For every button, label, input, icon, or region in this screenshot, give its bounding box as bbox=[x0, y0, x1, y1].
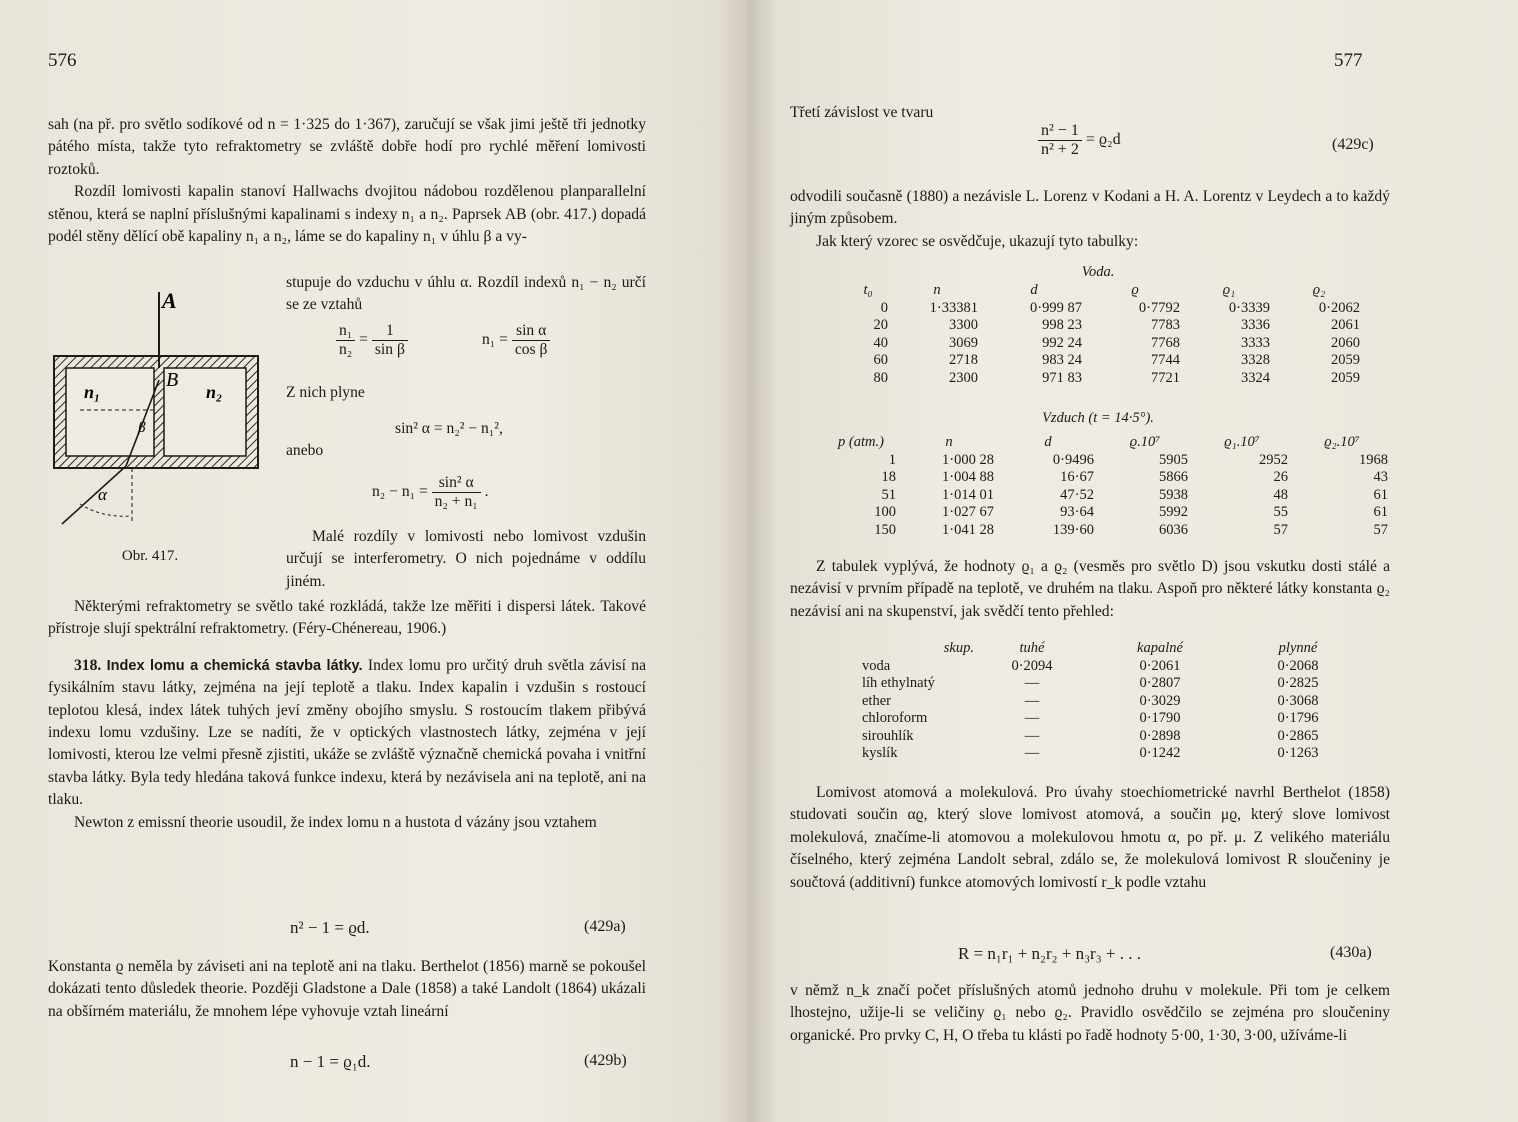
right-para-3: Z tabulek vyplývá, že hodnoty ϱ₁ a ϱ₂ (vesměs pro světlo D) jsou vskutku dosti stálé a nezávisí v prvním případě na teplotě, ve druhém na tlaku. Aspoň pro některé látky konstanta ϱ₂ nezávisí ani na skupenství, jak svědčí tento přehled: bbox=[790, 558, 1390, 620]
table-cell: 998 23 bbox=[1042, 317, 1082, 333]
right-para-2: Jak který vzorec se osvědčuje, ukazují tyto tabulky: bbox=[816, 232, 1139, 250]
table-cell: 57 bbox=[1273, 521, 1288, 538]
table-cell: 0·1242 bbox=[1139, 745, 1181, 761]
t1-h4: ϱ₁ bbox=[1222, 282, 1236, 298]
eq-a-rhs-den: sin β bbox=[372, 340, 408, 359]
table-vzduch bbox=[822, 434, 1392, 539]
eq-d-lhs: n₂ − n₁ = bbox=[372, 483, 428, 501]
table-row bbox=[844, 335, 1364, 353]
eq-429c-den: n² + 2 bbox=[1038, 140, 1082, 159]
z-nich-text: Z nich plyne bbox=[286, 384, 365, 401]
table-row bbox=[858, 710, 1362, 728]
t2-h0: p (atm.) bbox=[838, 434, 884, 450]
table-cell: 3324 bbox=[1241, 369, 1270, 386]
eq-429a: n² − 1 = ϱd. bbox=[290, 918, 370, 937]
table-cell: kyslík bbox=[862, 745, 898, 761]
table-cell: 60 bbox=[873, 352, 888, 368]
t3-h2: kapalné bbox=[1137, 640, 1183, 656]
table-row bbox=[844, 300, 1364, 318]
table-cell: 3328 bbox=[1241, 352, 1270, 368]
eq-429b: n − 1 = ϱ₁d. bbox=[290, 1052, 371, 1071]
table-voda bbox=[844, 282, 1364, 387]
chamber-n1 bbox=[66, 368, 154, 456]
table-row bbox=[858, 675, 1362, 693]
right-intro: Třetí závislost ve tvaru bbox=[790, 104, 934, 121]
table-cell: 26 bbox=[1273, 469, 1288, 485]
section-number: 318. bbox=[74, 656, 102, 674]
emergent-ray bbox=[62, 466, 126, 524]
eq-429c-rhs: = ϱ₂d bbox=[1085, 131, 1121, 149]
table-cell: 983 24 bbox=[1042, 352, 1082, 368]
left-para-2b: stupuje do vzduchu v úhlu α. Rozdíl indexů n₁ − n₂ určí se ze vztahů bbox=[286, 274, 646, 314]
table-cell: 1·33381 bbox=[929, 299, 978, 316]
table-cell: 0·3029 bbox=[1139, 692, 1181, 709]
table-cell: 100 bbox=[874, 504, 896, 520]
right-para-4: Lomivost atomová a molekulová. Pro úvahy stoechiometrické navrhl Berthelot (1858) studovati součin αϱ, který slove lomivost atomová, a součin μϱ, který slove lomivost molekulová, značíme-li atomovou a molekulovou hmotu α, po př. μ. Z velikého materiálu číselného, který zejména Landolt sebral, zdálo se, že molekulová lomivost R sloučeniny je součtová (additivní) funkce atomových lomivostí r_k podle vztahu bbox=[790, 784, 1390, 891]
label-alpha: α bbox=[98, 485, 107, 504]
table-cell: 20 bbox=[873, 317, 888, 333]
table-cell: 0·2068 bbox=[1277, 657, 1319, 674]
table-cell: — bbox=[1024, 675, 1040, 691]
table-cell: 0·9496 bbox=[1052, 451, 1094, 468]
label-beta: β bbox=[138, 420, 146, 436]
eqno-429b: (429b) bbox=[584, 1052, 627, 1069]
eqno-429c: (429c) bbox=[1332, 136, 1374, 153]
table-cell: 2952 bbox=[1259, 451, 1288, 468]
table-cell: 5992 bbox=[1159, 504, 1188, 520]
right-para-1: odvodili současně (1880) a nezávisle L. Lorenz v Kodani a H. A. Lorentz v Leydech a to každý jiným způsobem. bbox=[790, 188, 1390, 228]
table-row bbox=[822, 487, 1392, 505]
table-row bbox=[822, 504, 1392, 522]
left-para-1 bbox=[48, 114, 646, 248]
t2-h2: d bbox=[1044, 434, 1052, 450]
table-cell: 0·2061 bbox=[1139, 657, 1181, 674]
t2-h1: n bbox=[945, 434, 953, 450]
table-cell: 57 bbox=[1373, 521, 1388, 538]
table-cell: 0·2807 bbox=[1139, 675, 1181, 691]
table-cell: 7744 bbox=[1151, 352, 1180, 368]
table-cell: 48 bbox=[1273, 486, 1288, 503]
t1-h2: d bbox=[1030, 282, 1038, 298]
table-cell: 1·004 88 bbox=[942, 469, 994, 485]
table-cell: 7768 bbox=[1151, 334, 1180, 351]
table-cell: — bbox=[1024, 745, 1040, 761]
left-para-6: Newton z emissní theorie usoudil, že index lomu n a hustota d vázány jsou vztahem bbox=[74, 813, 597, 831]
left-page bbox=[0, 0, 748, 1122]
table-cell: voda bbox=[862, 657, 891, 674]
label-a: A bbox=[162, 288, 177, 313]
eq-a-rhs-num: 1 bbox=[385, 322, 394, 339]
left-para-4: Některými refraktometry se světlo také rozkládá, takže lze měřiti i dispersi látek. Takové přístroje slují spektrální refraktometry. (Féry-Chénereau, 1906.) bbox=[48, 598, 646, 638]
left-para-7: Konstanta ϱ neměla by záviseti ani na teplotě ani na tlaku. Berthelot (1856) marně se pokoušel dokázati tento důsledek theorie. Později Gladstone a Dale (1858) a také Landolt (1864) ukázali na obšírném materiálu, že mnohem lépe vyhovuje vztah lineární bbox=[48, 958, 646, 1020]
table-cell: — bbox=[1024, 710, 1040, 726]
section-318 bbox=[48, 655, 646, 812]
table-cell: ether bbox=[862, 692, 891, 709]
table-cell: líh ethylnatý bbox=[862, 675, 935, 691]
table-cell: 2059 bbox=[1331, 352, 1360, 368]
eqno-429a: (429a) bbox=[584, 918, 626, 935]
eq-a-lhs-num: n₁ bbox=[339, 322, 353, 339]
table-cell: — bbox=[1024, 727, 1040, 744]
table-cell: 0·1263 bbox=[1277, 745, 1319, 761]
table-cell: 150 bbox=[874, 521, 896, 538]
eq-a-lhs-den: n₂ bbox=[336, 340, 355, 359]
table-cell: 3069 bbox=[949, 334, 978, 351]
t3-h0: skup. bbox=[943, 640, 974, 656]
table-cell: 16·67 bbox=[1060, 469, 1094, 485]
section-title: Index lomu a chemická stavba látky. bbox=[106, 657, 363, 674]
table-cell: 7721 bbox=[1151, 369, 1180, 386]
eq-429c bbox=[1038, 122, 1121, 159]
table-cell: 0·3068 bbox=[1277, 692, 1319, 709]
table-cell: 80 bbox=[873, 369, 888, 386]
table-cell: 992 24 bbox=[1042, 334, 1082, 351]
table-cell: 7783 bbox=[1151, 317, 1180, 333]
t1-h5: ϱ₂ bbox=[1312, 282, 1326, 298]
table-cell: 2300 bbox=[949, 369, 978, 386]
page-number-right: 577 bbox=[1334, 50, 1363, 71]
table-cell: 2061 bbox=[1331, 317, 1360, 333]
left-lower-text bbox=[48, 596, 646, 834]
table-cell: 5905 bbox=[1159, 451, 1188, 468]
table-cell: 1·014 01 bbox=[942, 486, 994, 503]
table-cell: 0·2825 bbox=[1277, 675, 1319, 691]
table-cell: 5866 bbox=[1159, 469, 1188, 485]
right-page bbox=[748, 0, 1518, 1122]
table-row bbox=[844, 352, 1364, 370]
table-cell: 0·2062 bbox=[1318, 299, 1360, 316]
left-para-1-text: sah (na př. pro světlo sodíkové od n = 1·325 do 1·367), zaručují se však jimi ještě tři jednotky pátého místa, takže tyto refraktometry se zvláště dobře hodí pro rychlé měření lomivosti roztoků. bbox=[48, 116, 646, 178]
table-cell: 1 bbox=[888, 451, 896, 468]
page-number-left: 576 bbox=[48, 50, 77, 71]
t3-h1: tuhé bbox=[1019, 640, 1045, 656]
t3-h3: plynné bbox=[1278, 640, 1318, 656]
right-para-5: v němž n_k značí počet příslušných atomů jednoho druhu v molekule. Při tom je celkem lhostejno, užije-li se veličiny ϱ₁ nebo ϱ₂. Pravidlo osvědčilo se zejména pro sloučeniny organické. Pro prvky C, H, O třeba tu klásti po řadě hodnoty 5·00, 1·30, 3·00, užíváme-li bbox=[790, 982, 1390, 1044]
left-para-5: Index lomu pro určitý druh světla závisí na fysikálním stavu látky, zejména na její teplotě a tlaku. Index kapalin i vzdušin s rostoucí teplotou klesá, index látek tuhých jeví změny obojího smyslu. S rostoucím tlakem přibývá indexu lomu vzdušiny. Lze se nadíti, že v optických vlastnostech látky, zejména v její lomivosti, kterou lze velmi přesně zjistiti, ukáže se zvláště význačně chemická povaha i vnitřní stavba látky. Byla tedy hledána taková funkce indexu, která by nezávisela ani na teplotě, ani na tlaku. bbox=[48, 656, 647, 809]
table-cell: 0·999 87 bbox=[1030, 299, 1082, 316]
table2-title: Vzduch (t = 14·5°). bbox=[1042, 410, 1154, 426]
table-cell: 47·52 bbox=[1060, 486, 1094, 503]
table-cell: 0·2094 bbox=[1011, 657, 1053, 674]
table-cell: 0·7792 bbox=[1138, 299, 1180, 316]
eq-b-lhs: n₁ = bbox=[482, 331, 508, 349]
table-row bbox=[858, 745, 1362, 763]
t1-h1: n bbox=[933, 282, 941, 298]
table-skupenstvi bbox=[858, 640, 1362, 763]
eq-b-den: cos β bbox=[512, 340, 551, 359]
table-cell: 1·000 28 bbox=[942, 451, 994, 468]
figure-417 bbox=[40, 282, 270, 542]
alpha-arc bbox=[80, 504, 132, 516]
table-cell: 0 bbox=[880, 299, 888, 316]
table-row bbox=[858, 658, 1362, 676]
table-row bbox=[844, 317, 1364, 335]
figure-caption: Obr. 417. bbox=[121, 548, 179, 564]
table-cell: 3333 bbox=[1241, 334, 1270, 351]
label-b: B bbox=[166, 369, 179, 391]
eq-d-num: sin² α bbox=[438, 474, 474, 491]
table1-title: Voda. bbox=[1081, 264, 1115, 280]
table-cell: 0·2898 bbox=[1139, 727, 1181, 744]
table-cell: 3300 bbox=[949, 317, 978, 333]
t2-h4: ϱ₁.10⁷ bbox=[1224, 434, 1260, 450]
table-cell: 55 bbox=[1273, 504, 1288, 520]
table-cell: 93·64 bbox=[1060, 504, 1094, 520]
table-cell: 2059 bbox=[1331, 369, 1360, 386]
table-cell: — bbox=[1024, 692, 1040, 709]
table-cell: 43 bbox=[1373, 469, 1388, 485]
eqno-430a: (430a) bbox=[1330, 944, 1372, 961]
t1-h0: t₀ bbox=[863, 282, 873, 298]
eq-c: sin² α = n₂² − n₁², bbox=[395, 420, 503, 437]
t2-h5: ϱ₂.10⁷ bbox=[1324, 434, 1360, 450]
anebo-text: anebo bbox=[286, 442, 324, 459]
table-cell: 51 bbox=[881, 486, 896, 503]
eq-b bbox=[482, 322, 550, 359]
table-row bbox=[858, 693, 1362, 711]
table-row bbox=[858, 728, 1362, 746]
table-cell: 3336 bbox=[1241, 317, 1270, 333]
table-cell: 2060 bbox=[1331, 334, 1360, 351]
eq-b-num: sin α bbox=[516, 322, 547, 339]
table-cell: 0·1796 bbox=[1277, 710, 1319, 726]
table-cell: 2718 bbox=[949, 352, 978, 368]
label-n2: n₂ bbox=[206, 382, 223, 402]
table-row bbox=[822, 452, 1392, 470]
table-cell: 0·2865 bbox=[1277, 727, 1319, 744]
table-cell: chloroform bbox=[862, 710, 928, 726]
right-para-1-2 bbox=[790, 186, 1390, 253]
table-cell: 40 bbox=[873, 334, 888, 351]
table-cell: 971 83 bbox=[1042, 369, 1082, 386]
eq-d-den: n₂ + n₁ bbox=[432, 492, 481, 511]
table-cell: 1·041 28 bbox=[942, 521, 994, 538]
table-row bbox=[822, 522, 1392, 540]
table-cell: 0·1790 bbox=[1139, 710, 1181, 726]
table-cell: 6036 bbox=[1159, 521, 1188, 538]
eq-429c-num: n² − 1 bbox=[1041, 122, 1079, 139]
t1-h3: ϱ bbox=[1131, 282, 1139, 298]
table-cell: 139·60 bbox=[1052, 521, 1094, 538]
left-para-3: Malé rozdíly v lomivosti nebo lomivost vzdušin určují se interferometry. O nich pojednáme v oddílu jiném. bbox=[286, 528, 646, 590]
table-cell: 61 bbox=[1373, 504, 1388, 520]
table-cell: 0·3339 bbox=[1228, 299, 1270, 316]
eq-a: $\frac{\text{n₁}}{\text{n₂}}$ = $\frac{1}{\text{sin β}}$ bbox=[336, 322, 408, 359]
eq-430a: R = n₁r₁ + n₂r₂ + n₃r₃ + . . . bbox=[958, 944, 1141, 963]
t2-h3: ϱ.10⁷ bbox=[1129, 434, 1161, 450]
label-n1: n₁ bbox=[84, 382, 101, 402]
left-para-2-text: Rozdíl lomivosti kapalin stanoví Hallwachs dvojitou nádobou rozdělenou planparallelní stěnou, která se naplní příslušnými kapalinami s indexy n₁ a n₂. Paprsek AB (obr. 417.) dopadá podél stěny dělící obě kapaliny n₁ a n₂, láme se do kapaliny n₁ v úhlu β a vy- bbox=[48, 183, 646, 246]
eq-d: n₂ − n₁ = $\frac{\text{sin² α}}{\text{n₂ + n₁}}$ . bbox=[372, 474, 489, 510]
table-row bbox=[822, 469, 1392, 487]
table-cell: 61 bbox=[1373, 486, 1388, 503]
table-cell: 5938 bbox=[1159, 486, 1188, 503]
table-cell: 18 bbox=[881, 469, 896, 485]
table-cell: 1·027 67 bbox=[942, 504, 994, 520]
table-row bbox=[844, 370, 1364, 388]
table-cell: 1968 bbox=[1359, 451, 1388, 468]
table-cell: sirouhlík bbox=[862, 727, 914, 744]
